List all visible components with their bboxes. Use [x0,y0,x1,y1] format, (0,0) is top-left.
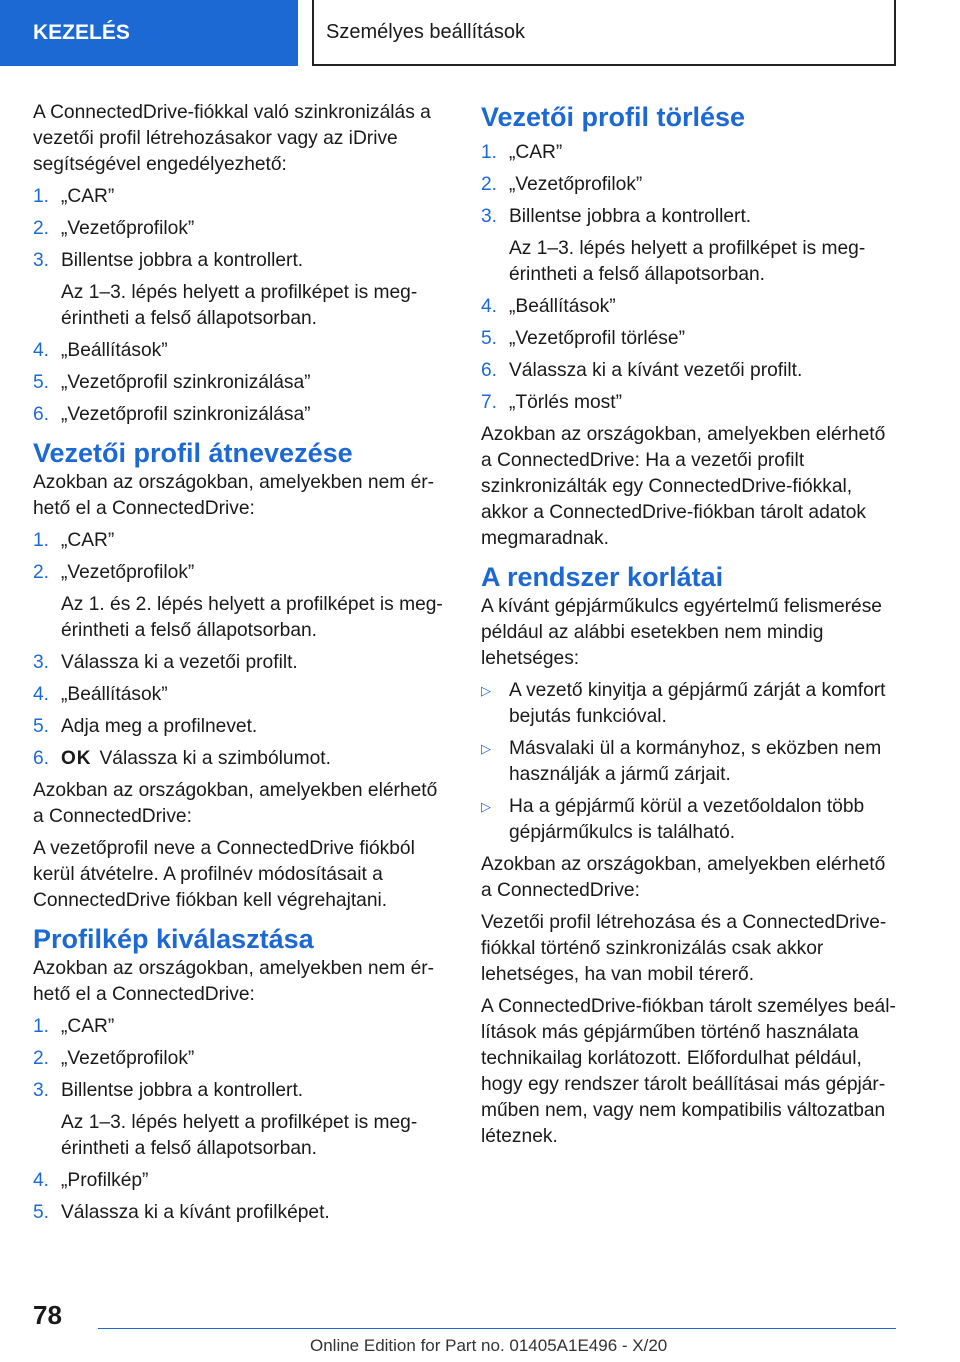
step-number: 2. [33,1048,50,1069]
list-item [481,172,896,198]
list-item [481,326,896,352]
step-text: Válassza ki a kívánt profilképet. [61,1202,330,1223]
step-text: Adja meg a profilnevet. [61,716,258,737]
step-number: 3. [481,206,498,227]
picture-heading: Profilkép kiválasztása [33,924,314,954]
step-text: Billentse jobbra a kontrollert. [61,1080,304,1101]
step-number: 1. [33,186,50,207]
list-item [33,560,446,644]
list-item [481,678,896,730]
step-number: 4. [33,684,50,705]
step-text: „CAR” [61,530,115,551]
step-number: 1. [481,142,498,163]
list-item [481,358,896,384]
list-item [33,370,446,396]
rename-steps [33,528,446,772]
list-item [481,736,896,788]
delete-steps [481,140,896,416]
list-item [33,528,446,554]
limits-paragraph-2: Vezetői profil létrehozása és a ConnectedDrive-fiókkal történő szinkronizálás csak akkor lehetséges, ha van mobil térerő. [481,912,887,985]
step-number: 1. [33,530,50,551]
step-text: „Beállítások” [61,684,168,705]
left-column [33,100,446,1232]
edition-text: Online Edition for Part no. 01405A1E496 - X/20 [310,1336,668,1355]
list-item [33,1078,446,1162]
chapter-title: Személyes beállítások [312,0,896,66]
picture-steps [33,1014,446,1226]
step-number: 3. [33,652,50,673]
delete-heading: Vezetői profil törlése [481,102,746,132]
step-text: Válassza ki a szimbólumot. [99,748,331,769]
triangle-bullet-icon: ▷ [481,799,491,814]
step-text: „Vezetőprofilok” [61,562,195,583]
step-number: 3. [33,1080,50,1101]
ok-icon: OK [61,748,92,769]
bullet-text: Másvalaki ül a kormányhoz, s eközben nem használják a jármű zárjait. [509,738,882,785]
step-text: Billentse jobbra a kontrollert. [509,206,752,227]
list-item [33,650,446,676]
rename-paragraph-1: Azokban az országokban, amelyekben elérhető a ConnectedDrive: [33,780,438,827]
picture-intro: Azokban az országokban, amelyekben nem érhető el a ConnectedDrive: [33,958,435,1005]
step-number: 2. [481,174,498,195]
step-number: 1. [33,1016,50,1037]
step-number: 5. [481,328,498,349]
step-text: „CAR” [61,186,115,207]
step-note: Az 1‒3. lépés helyett a profilképet is megérintheti a felső állapotsorban. [61,1112,418,1159]
triangle-bullet-icon: ▷ [481,741,491,756]
limits-bullets [481,678,896,846]
list-item [33,402,446,428]
step-number: 4. [33,340,50,361]
step-number: 2. [33,562,50,583]
step-number: 5. [33,716,50,737]
step-note: Az 1‒3. lépés helyett a profilképet is megérintheti a felső állapotsorban. [61,282,418,329]
list-item [481,390,896,416]
list-item [33,184,446,210]
step-number: 6. [481,360,498,381]
step-number: 4. [481,296,498,317]
page-footer [0,1290,960,1362]
page-number: 78 [33,1300,62,1330]
step-text: „CAR” [61,1016,115,1037]
intro-paragraph: A ConnectedDrive-fiókkal való szinkronizálás a vezetői profil létrehozásakor vagy az iDrive segítségével engedélyezhető: [33,102,431,175]
step-number: 2. [33,218,50,239]
step-text: „Beállítások” [61,340,168,361]
list-item [481,794,896,846]
delete-paragraph: Azokban az országokban, amelyekben elérhető a ConnectedDrive: Ha a vezetői profilt szinkronizálták egy ConnectedDrive-fiókkal, akkor a ConnectedDrive-fiókban tárolt adatok megmaradnak. [481,424,886,549]
step-number: 5. [33,372,50,393]
step-text: „Vezetőprofil törlése” [509,328,685,349]
list-item [33,1014,446,1040]
list-item [33,746,446,772]
list-item [33,1168,446,1194]
triangle-bullet-icon: ▷ [481,683,491,698]
step-number: 6. [33,404,50,425]
step-text: „Vezetőprofilok” [61,1048,195,1069]
step-number: 7. [481,392,498,413]
limits-paragraph-1: Azokban az országokban, amelyekben elérhető a ConnectedDrive: [481,854,886,901]
right-column [481,100,896,1156]
step-note: Az 1. és 2. lépés helyett a profilképet is megérintheti a felső állapotsorban. [61,594,443,641]
step-text: „Profilkép” [61,1170,149,1191]
bullet-text: Ha a gépjármű körül a vezetőoldalon több gépjárműkulcs is található. [509,796,865,843]
list-item [481,204,896,288]
step-text: „Beállítások” [509,296,616,317]
list-item [33,714,446,740]
section-tab: KEZELÉS [0,0,298,66]
step-text: Válassza ki a kívánt vezetői profilt. [509,360,803,381]
list-item [33,682,446,708]
rename-heading: Vezetői profil átnevezése [33,438,353,468]
list-item [33,216,446,242]
step-text: „Vezetőprofilok” [61,218,195,239]
list-item [481,294,896,320]
step-text: Válassza ki a vezetői profilt. [61,652,298,673]
list-item [33,248,446,332]
list-item [33,1200,446,1226]
rename-intro: Azokban az országokban, amelyekben nem érhető el a ConnectedDrive: [33,472,435,519]
step-note: Az 1‒3. lépés helyett a profilképet is megérintheti a felső állapotsorban. [509,238,866,285]
step-text: „Vezetőprofilok” [509,174,643,195]
footer-divider [98,1328,896,1329]
list-item [33,1046,446,1072]
list-item [33,338,446,364]
step-text: „Vezetőprofil szinkronizálása” [61,404,311,425]
step-text: „CAR” [509,142,563,163]
list-item [481,140,896,166]
step-text: Billentse jobbra a kontrollert. [61,250,304,271]
step-text: „Törlés most” [509,392,622,413]
page-header [0,0,960,66]
step-text: „Vezetőprofil szinkronizálása” [61,372,311,393]
step-number: 4. [33,1170,50,1191]
sync-steps [33,184,446,428]
step-number: 3. [33,250,50,271]
limits-intro: A kívánt gépjárműkulcs egyértelmű felismerése például az alábbi esetekben nem mindig lehetséges: [481,596,882,669]
rename-paragraph-2: A vezetőprofil neve a ConnectedDrive fiókból kerül átvételre. A profilnév módosításait a ConnectedDrive fiókban kell végrehajtani. [33,838,415,911]
bullet-text: A vezető kinyitja a gépjármű zárját a komfort bejutás funkcióval. [509,680,886,727]
step-number: 6. [33,748,50,769]
limits-paragraph-3: A ConnectedDrive-fiókban tárolt személyes beállítások más gépjárműben történő használata technikailag korlátozott. Előfordulhat például, hogy egy rendszer tárolt beállításai más gépjárműben nem, vagy nem kompatibilis változatban léteznek. [481,996,896,1147]
limits-heading: A rendszer korlátai [481,562,724,592]
step-number: 5. [33,1202,50,1223]
